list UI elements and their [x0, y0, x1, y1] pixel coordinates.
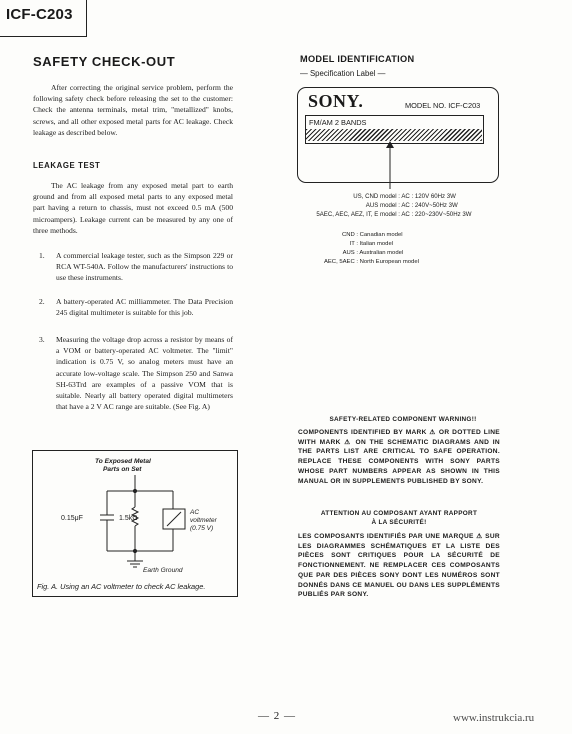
- french-warning-body: LES COMPOSANTS IDENTIFIÉS PAR UNE MARQUE ⚠ SUR LES DIAGRAMMES SCHÉMATIQUES ET LA LISTE DES PIÈCES SONT CRITIQUES POUR LA SÉCURITÉ DE FONCTIONNEMENT. NE REMPLACER CES COMPOSANTS QUE PAR DES PIÈCES SONY DONT LES NUMÉROS SONT DONNÉS DANS CE MANUEL OU DANS LES SUPPLÉMENTS PUBLIÉS PAR SONY.: [298, 533, 500, 599]
- list-item-text: A commercial leakage tester, such as the Simpson 229 or RCA WT-540A. Follow the manufacturers' instructions to use these instruments.: [56, 251, 233, 283]
- model-identification-title: MODEL IDENTIFICATION: [300, 54, 415, 64]
- fig-label-exposed-metal: To Exposed Metal: [95, 458, 151, 465]
- list-item-number: 1.: [39, 251, 45, 260]
- french-warning-title-line1: ATTENTION AU COMPOSANT AYANT RAPPORT: [320, 510, 478, 517]
- spec-value: AC : 120V 60Hz 3W: [401, 193, 456, 200]
- spec-label: US, CND model :: [353, 193, 400, 200]
- french-warning-title-line2: À LA SÉCURITÉ!: [371, 519, 427, 526]
- abbreviation-cnd: [304, 232, 403, 238]
- list-item-number: 2.: [39, 297, 45, 306]
- safety-warning-title: SAFETY-RELATED COMPONENT WARNING!!: [329, 416, 477, 423]
- safety-warning-body: COMPONENTS IDENTIFIED BY MARK ⚠ OR DOTTED LINE WITH MARK ⚠ ON THE SCHEMATIC DIAGRAMS AND IN THE PARTS LIST ARE CRITICAL TO SAFE OPERATION. REPLACE THESE COMPONENTS WITH SONY PARTS WHOSE PART NUMBERS APPEAR AS SHOWN IN THIS MANUAL OR IN SUPPLEMENTS PUBLISHED BY SONY.: [298, 429, 500, 485]
- safety-checkout-title: SAFETY CHECK-OUT: [33, 54, 176, 69]
- fig-label-meter-voltmeter: voltmeter: [190, 517, 217, 524]
- document-code: ICF-C203: [6, 6, 73, 23]
- spec-row-eu: [300, 211, 471, 218]
- page-number: — 2 —: [258, 710, 296, 722]
- abbreviation-meaning: Canadian model: [359, 232, 403, 238]
- leakage-test-paragraph: The AC leakage from any exposed metal part to earth ground and from all exposed metal parts to any exposed metal part having a return to chassis, must not exceed 0.5 mA (500 microampers). Leakage current can be measured by any one of three methods.: [33, 181, 233, 235]
- spec-label: 5AEC, AEC, AEZ, IT, E model :: [316, 211, 400, 218]
- spec-value: AC : 220~230V~50Hz 3W: [401, 211, 472, 218]
- fig-label-capacitor: 0.15μF: [61, 515, 83, 522]
- abbreviation-meaning: North European model: [359, 259, 419, 265]
- abbreviation-it: [304, 241, 393, 247]
- spec-value: AC : 240V~50Hz 3W: [401, 202, 458, 209]
- abbreviation-aec: [304, 259, 419, 265]
- fig-label-resistor: 1.5kΩ: [119, 515, 138, 522]
- list-item-number: 3.: [39, 335, 45, 344]
- abbreviation-meaning: Italian model: [359, 241, 394, 247]
- list-item-text: A battery-operated AC milliammeter. The Data Precision 245 digital multimeter is suitable for this job.: [56, 297, 233, 318]
- hatched-area: [306, 129, 482, 141]
- leakage-test-heading: LEAKAGE TEST: [33, 161, 101, 170]
- spec-label: AUS model :: [365, 202, 400, 209]
- abbreviation-meaning: Australian model: [359, 250, 404, 256]
- fig-label-meter-ac: AC: [190, 509, 200, 516]
- spec-row-aus: [300, 202, 458, 209]
- abbreviation-aus: [304, 250, 403, 256]
- figure-a-leakage-circuit: [32, 450, 238, 597]
- watermark-url: www.instrukcia.ru: [453, 712, 535, 724]
- list-item-text: Measuring the voltage drop across a resistor by means of a VOM or battery-operated AC voltmeter. The "limit" indication is 0.75 V, so analog meters must have an accurate low-voltage scale. The Simpson 250 and Sanwa SH-63Trd are examples of a passive VOM that is suitable. Nearly all battery operated digital multimeters that have a 2 V AC range are suitable. (See Fig. A): [56, 335, 233, 412]
- arrow-up-icon: [385, 141, 395, 189]
- abbreviation-code: IT :: [349, 241, 358, 247]
- abbreviation-code: AEC, 5AEC :: [323, 259, 358, 265]
- model-number: MODEL NO. ICF-C203: [405, 101, 481, 110]
- spec-row-us: [300, 193, 456, 200]
- safety-intro-paragraph: After correcting the original service problem, perform the following safety check before releasing the set to the customer: Check the antenna terminals, metal trim, "metallized" knobs, screws, and all other exposed metal parts for AC leakage. Check leakage as described below.: [33, 83, 233, 137]
- figure-a-caption: Fig. A. Using an AC voltmeter to check AC leakage.: [37, 582, 206, 591]
- fig-label-meter-voltage: (0.75 V): [190, 525, 214, 532]
- abbreviation-code: AUS :: [342, 250, 358, 256]
- fig-label-parts-on-set: Parts on Set: [103, 466, 142, 473]
- band-text: FM/AM 2 BANDS: [309, 118, 367, 127]
- sony-logo: SONY.: [308, 91, 364, 111]
- abbreviation-code: CND :: [341, 232, 358, 238]
- specification-label-subtitle: — Specification Label —: [300, 69, 386, 78]
- fig-label-earth-ground: Earth Ground: [143, 567, 183, 574]
